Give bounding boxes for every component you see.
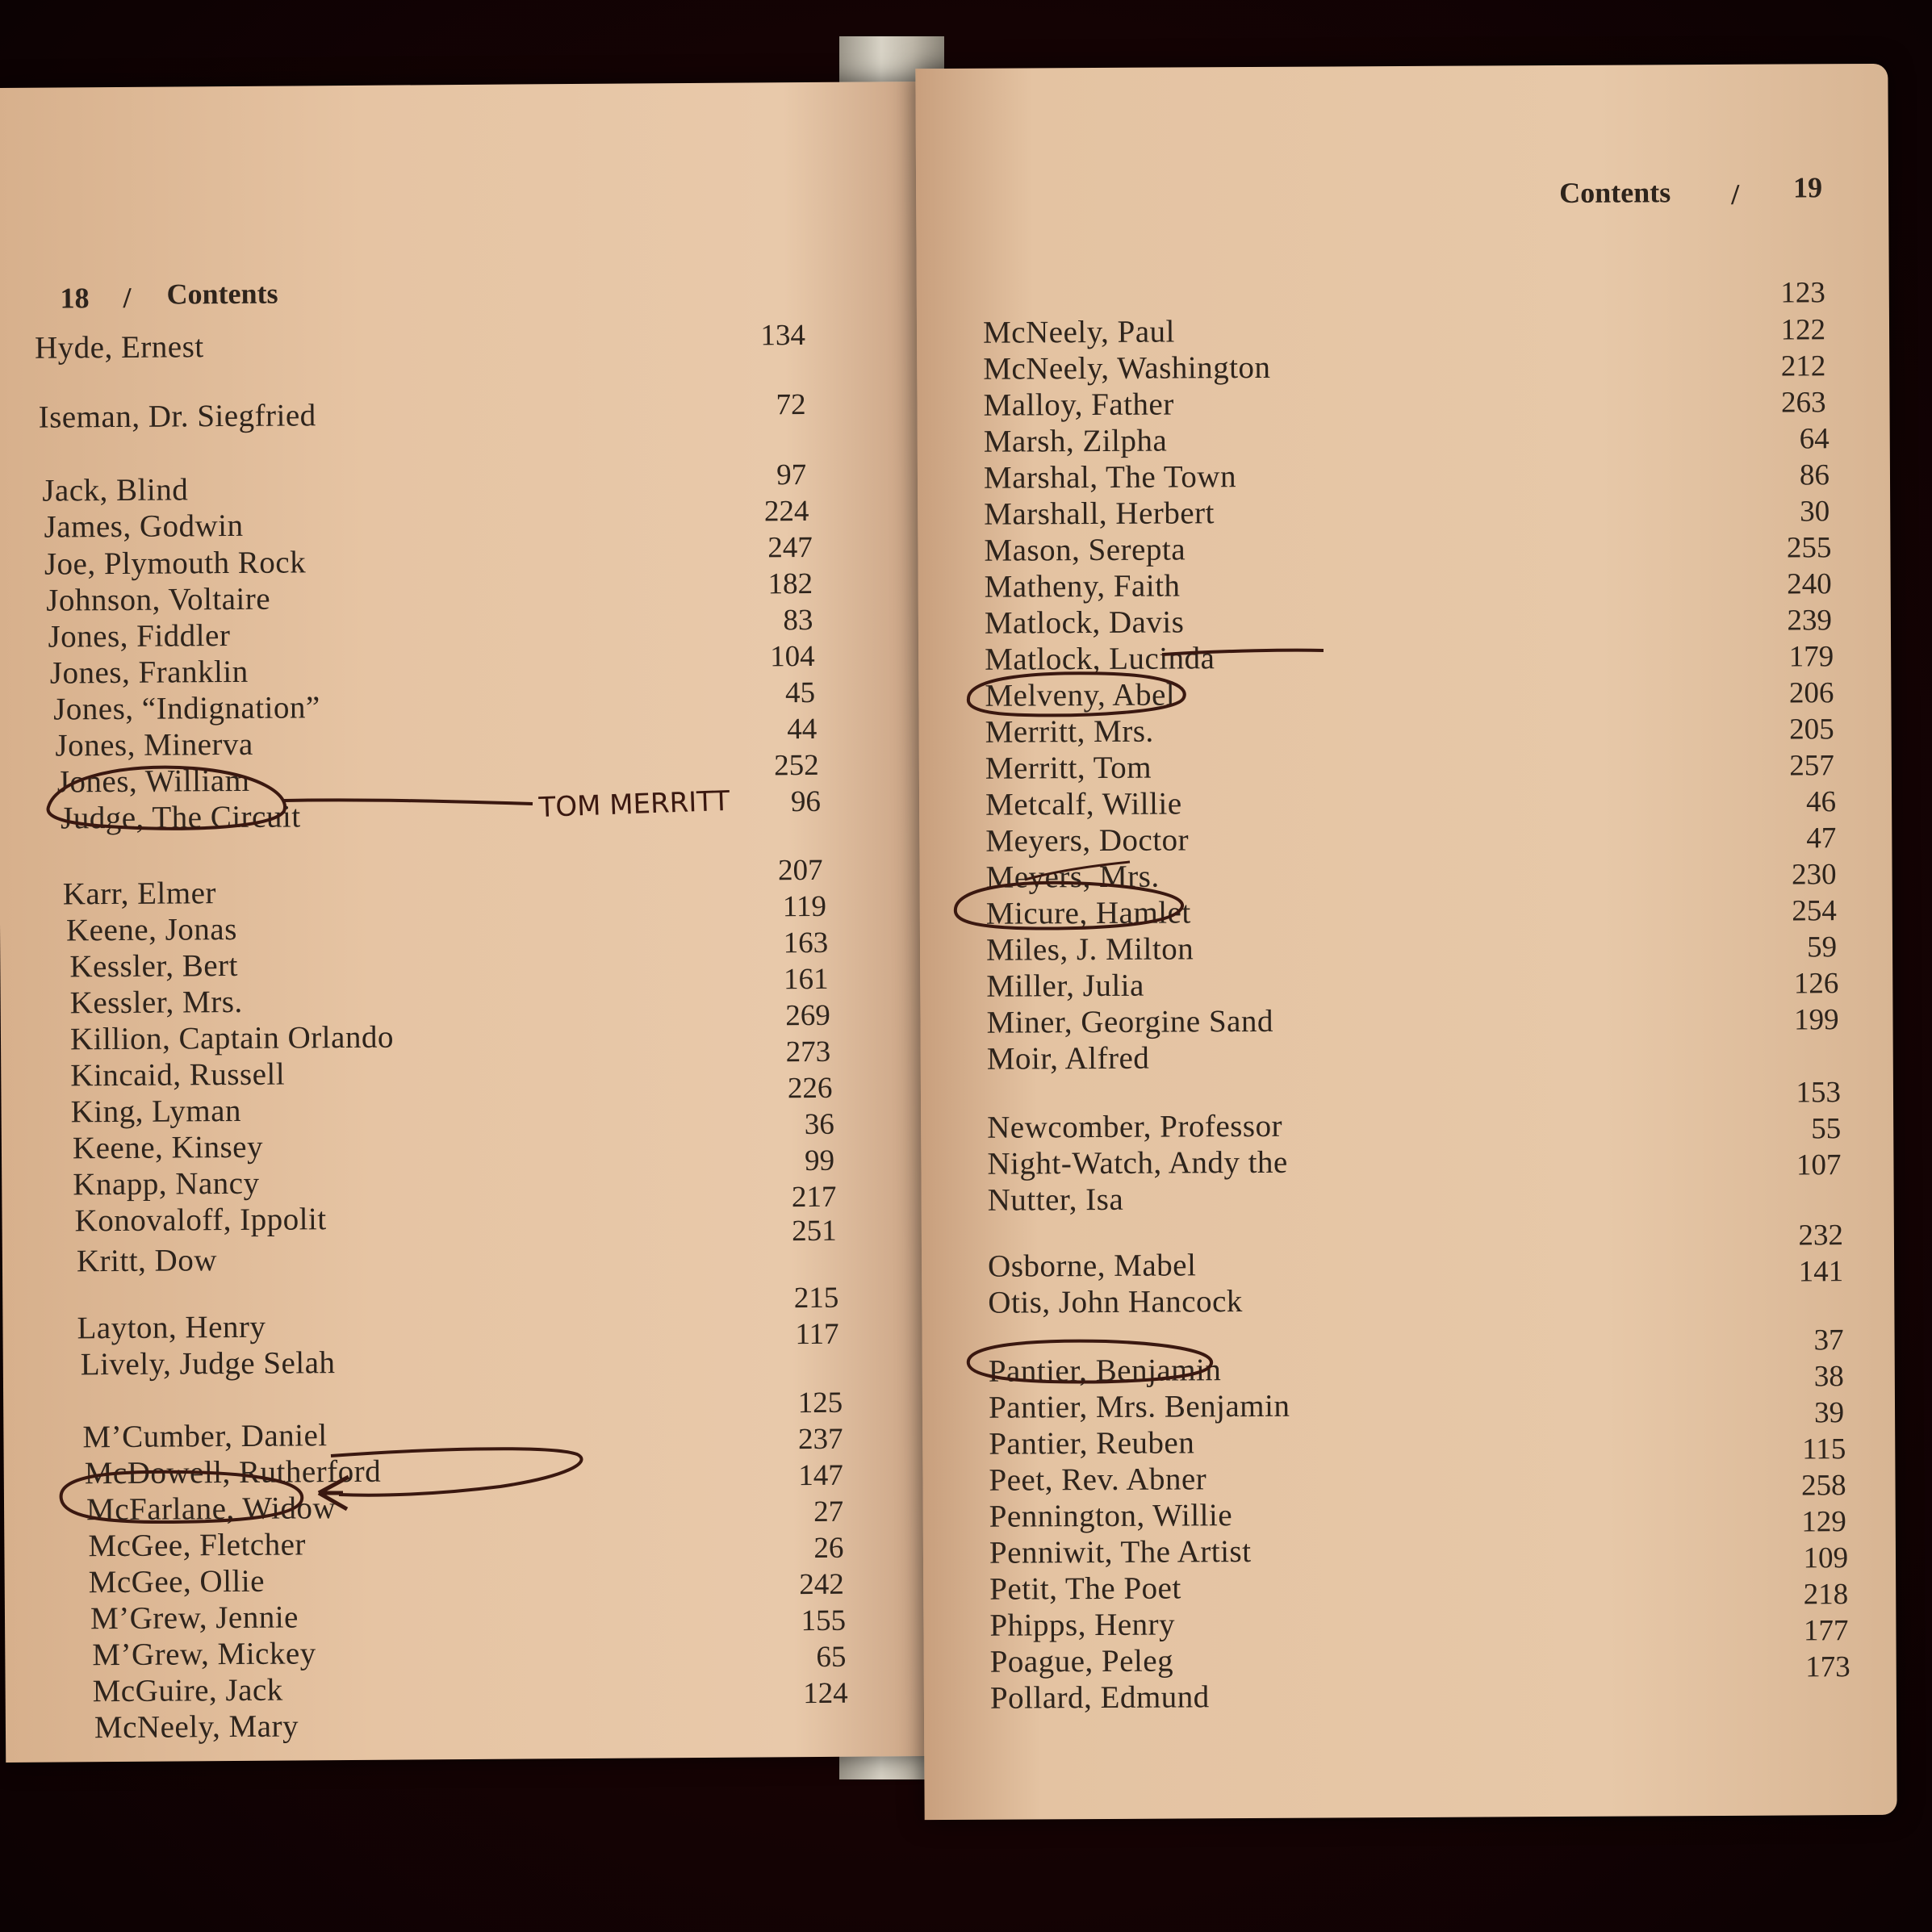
left-entry-name: Killion, Captain Orlando <box>69 1019 395 1057</box>
left-page <box>0 82 934 1763</box>
right-entry-page: 218 <box>1803 1578 1849 1612</box>
right-entry-name: Mason, Serepta <box>984 532 1186 568</box>
right-entry-page: 173 <box>1805 1650 1850 1684</box>
left-entry-page: 155 <box>801 1604 847 1638</box>
left-entry-name: Jones, Franklin <box>49 654 249 691</box>
left-entry-page: 125 <box>797 1386 843 1420</box>
right-entry-page: 212 <box>1780 349 1826 383</box>
right-entry-name: Miller, Julia <box>986 968 1144 1004</box>
right-entry-name: Metcalf, Willie <box>985 786 1182 822</box>
left-entry-page: 226 <box>787 1071 833 1106</box>
right-entry-name: Miner, Georgine Sand <box>986 1003 1274 1040</box>
right-entry-page: 39 <box>1813 1396 1845 1430</box>
right-entry-page: 239 <box>1787 604 1833 638</box>
right-entry-page: 37 <box>1813 1324 1844 1357</box>
right-entry-name: Marshal, The Town <box>983 459 1237 496</box>
left-entry-page: 72 <box>776 388 806 422</box>
left-entry-page: 104 <box>770 639 815 674</box>
right-entry-name: Nutter, Isa <box>987 1181 1124 1218</box>
right-entry-page: 122 <box>1780 313 1826 347</box>
left-entry-name: McFarlane, Widow <box>86 1491 337 1528</box>
left-entry-name: M’Cumber, Daniel <box>82 1418 328 1455</box>
right-entry-page: 257 <box>1789 749 1834 783</box>
left-entry-page: 217 <box>791 1180 837 1215</box>
left-entry-page: 119 <box>782 889 827 924</box>
right-entry-page: 240 <box>1787 567 1832 601</box>
right-entry-page: 141 <box>1798 1255 1844 1289</box>
left-entry-page: 242 <box>799 1567 844 1602</box>
right-entry-name: Micure, Hamlet <box>985 895 1191 931</box>
right-entry-name: Poague, Peleg <box>989 1643 1174 1679</box>
left-entry-page: 215 <box>793 1281 839 1315</box>
right-entry-name: McNeely, Washington <box>983 349 1271 387</box>
right-entry-page: 206 <box>1788 676 1834 710</box>
left-entry-page: 117 <box>795 1317 839 1352</box>
left-entry-name: McGee, Ollie <box>88 1563 266 1600</box>
right-header-title: Contents <box>1559 176 1671 209</box>
right-entry-name: Pennington, Willie <box>989 1498 1233 1534</box>
left-entry-page: 207 <box>777 853 823 888</box>
right-entry-name: Peet, Rev. Abner <box>989 1462 1207 1498</box>
left-header-separator: / <box>123 281 132 314</box>
right-entry-page: 46 <box>1805 785 1837 819</box>
left-entry-name: Kessler, Mrs. <box>69 984 243 1021</box>
left-entry-name: Hyde, Ernest <box>34 329 204 366</box>
left-entry-page: 65 <box>816 1640 847 1674</box>
handwritten-note: TOM MERRITT <box>537 784 730 824</box>
right-entry-page: 115 <box>1802 1432 1846 1466</box>
left-entry-page: 124 <box>803 1676 848 1711</box>
right-entry-page: 255 <box>1786 531 1832 565</box>
right-entry-page: 153 <box>1796 1076 1842 1110</box>
left-entry-name: Keene, Jonas <box>65 911 237 948</box>
left-entry-page: 163 <box>783 926 829 960</box>
right-entry-page: 129 <box>1801 1505 1846 1539</box>
right-entry-name: Merritt, Tom <box>985 750 1152 786</box>
right-entry-page: 30 <box>1800 495 1830 529</box>
right-entry-page: 232 <box>1798 1219 1844 1252</box>
right-entry-page: 59 <box>1806 930 1838 964</box>
right-entry-page: 263 <box>1780 386 1826 420</box>
right-entry-name: Meyers, Doctor <box>985 822 1190 859</box>
right-entry-name: Osborne, Mabel <box>987 1248 1197 1284</box>
right-entry-name: Merritt, Mrs. <box>985 713 1154 750</box>
left-entry-name: Kincaid, Russell <box>70 1056 286 1094</box>
left-entry-name: M’Grew, Jennie <box>90 1600 299 1637</box>
right-entry-name: Miles, J. Milton <box>985 931 1194 968</box>
left-page-number: 18 <box>60 282 90 315</box>
left-entry-name: Lively, Judge Selah <box>80 1345 336 1382</box>
right-entry-name: Marshall, Herbert <box>984 496 1215 532</box>
right-entry-name: Matlock, Davis <box>984 604 1185 641</box>
right-entry-page: 38 <box>1813 1360 1844 1394</box>
left-entry-page: 273 <box>785 1035 831 1069</box>
right-entry-name: Melveny, Abel <box>985 677 1176 713</box>
right-entry-page: 126 <box>1793 967 1839 1001</box>
left-entry-name: Konovaloff, Ippolit <box>74 1202 327 1239</box>
left-entry-page: 26 <box>813 1531 844 1565</box>
left-entry-page: 251 <box>792 1214 837 1248</box>
left-entry-name: Kritt, Dow <box>76 1243 218 1279</box>
left-entry-page: 252 <box>774 748 819 783</box>
left-entry-page: 237 <box>797 1422 843 1457</box>
right-entry-name: Malloy, Father <box>983 387 1174 423</box>
right-entry-page: 205 <box>1789 713 1834 746</box>
right-entry-name: Phipps, Henry <box>989 1607 1176 1643</box>
right-entry-name: Matlock, Lucinda <box>985 641 1215 677</box>
left-entry-page: 182 <box>767 567 813 601</box>
right-entry-page: 177 <box>1803 1614 1849 1648</box>
left-entry-page: 147 <box>798 1458 843 1493</box>
left-entry-name: McGee, Fletcher <box>88 1527 307 1564</box>
left-entry-page: 83 <box>783 603 813 638</box>
left-entry-name: McGuire, Jack <box>92 1672 283 1709</box>
left-entry-name: Jones, “Indignation” <box>52 690 320 727</box>
left-entry-name: Jones, William <box>56 763 250 800</box>
left-entry-name: Jones, Minerva <box>55 726 253 763</box>
left-entry-page: 36 <box>804 1107 834 1142</box>
left-entry-name: Joe, Plymouth Rock <box>44 545 307 582</box>
left-entry-page: 247 <box>767 530 813 565</box>
left-entry-name: Iseman, Dr. Siegfried <box>38 398 316 435</box>
left-entry-name: Knapp, Nancy <box>73 1165 260 1202</box>
left-entry-name: M’Grew, Mickey <box>92 1636 316 1673</box>
left-entry-page: 96 <box>790 784 822 819</box>
right-header-separator: / <box>1731 178 1740 211</box>
right-entry-name: Newcomber, Professor <box>987 1108 1283 1145</box>
right-entry-page: 47 <box>1806 822 1837 855</box>
right-entry-name: Matheny, Faith <box>984 568 1181 604</box>
right-entry-name: Pantier, Reuben <box>989 1425 1195 1462</box>
right-entry-page: 123 <box>1780 276 1825 310</box>
right-entry-name: Otis, John Hancock <box>988 1284 1243 1320</box>
left-entry-name: Layton, Henry <box>77 1309 266 1346</box>
right-entry-page: 55 <box>1811 1112 1842 1146</box>
right-entry-page: 199 <box>1793 1003 1839 1037</box>
right-entry-page: 230 <box>1791 858 1837 892</box>
right-entry-name: McNeely, Paul <box>982 314 1176 350</box>
right-entry-page: 64 <box>1799 422 1830 456</box>
right-entry-page: 109 <box>1803 1541 1849 1575</box>
left-entry-page: 99 <box>804 1144 835 1178</box>
left-entry-name: Jack, Blind <box>42 472 189 508</box>
right-entry-name: Moir, Alfred <box>986 1040 1150 1077</box>
right-entry-name: Pantier, Mrs. Benjamin <box>988 1388 1290 1425</box>
right-entry-page: 258 <box>1800 1469 1846 1503</box>
left-entry-page: 97 <box>776 458 807 492</box>
left-entry-page: 134 <box>760 319 806 353</box>
left-entry-name: King, Lyman <box>70 1093 242 1130</box>
left-entry-name: Karr, Elmer <box>62 876 217 912</box>
left-entry-page: 45 <box>784 675 816 710</box>
left-entry-name: Johnson, Voltaire <box>46 581 271 618</box>
left-entry-page: 269 <box>785 998 830 1033</box>
left-entry-name: McDowell, Rutherford <box>84 1453 382 1491</box>
left-header-title: Contents <box>166 277 278 311</box>
left-entry-name: Keene, Kinsey <box>72 1129 264 1166</box>
left-entry-page: 224 <box>763 495 809 529</box>
right-entry-name: Penniwit, The Artist <box>989 1534 1252 1570</box>
left-entry-name: Judge, The Circuit <box>60 799 301 836</box>
right-entry-name: Night-Watch, Andy the <box>987 1144 1288 1181</box>
right-entry-page: 254 <box>1792 894 1837 928</box>
right-entry-page: 107 <box>1796 1148 1842 1182</box>
right-entry-name: Pollard, Edmund <box>989 1679 1210 1716</box>
left-entry-name: James, Godwin <box>44 508 244 545</box>
right-entry-name: Meyers, Mrs. <box>985 859 1160 895</box>
right-entry-name: Pantier, Benjamin <box>988 1353 1222 1389</box>
left-entry-name: Kessler, Bert <box>69 947 239 985</box>
left-entry-page: 161 <box>783 962 829 997</box>
right-page-number: 19 <box>1793 171 1823 204</box>
left-entry-name: Jones, Fiddler <box>48 618 231 654</box>
right-entry-name: Marsh, Zilpha <box>983 423 1168 459</box>
left-entry-page: 27 <box>813 1495 844 1528</box>
right-page <box>915 64 1896 1820</box>
left-entry-page: 44 <box>787 712 818 746</box>
right-entry-page: 179 <box>1788 640 1834 674</box>
right-entry-page: 86 <box>1799 458 1830 492</box>
right-entry-name: Petit, The Poet <box>989 1570 1181 1607</box>
left-entry-name: McNeely, Mary <box>94 1708 299 1746</box>
